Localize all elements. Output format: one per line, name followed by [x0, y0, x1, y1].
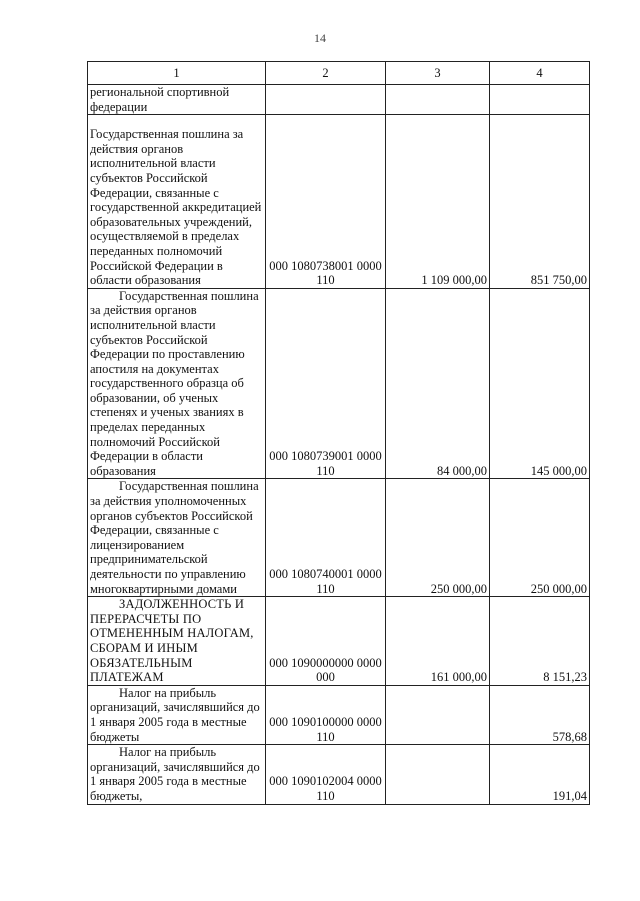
column-header: 2	[266, 62, 386, 85]
row-code-cell: 000 1080740001 0000 110	[266, 479, 386, 597]
row-code-cell: 000 1090102004 0000 110	[266, 745, 386, 804]
row-fact-cell: 250 000,00	[490, 479, 590, 597]
row-plan-cell: 1 109 000,00	[386, 115, 490, 289]
column-header: 4	[490, 62, 590, 85]
row-code-cell: 000 1090100000 0000 110	[266, 685, 386, 744]
row-plan-cell	[386, 85, 490, 115]
table-row	[88, 85, 590, 115]
table-row	[88, 745, 590, 804]
row-fact-cell	[490, 85, 590, 115]
row-plan-cell: 161 000,00	[386, 597, 490, 686]
row-fact-cell: 578,68	[490, 685, 590, 744]
row-name-cell: Налог на прибыль организаций, зачислявшийся до 1 января 2005 года в местные бюджеты,	[88, 745, 266, 804]
table-row	[88, 115, 590, 289]
row-code-cell: 000 1080738001 0000 110	[266, 115, 386, 289]
row-plan-cell	[386, 745, 490, 804]
row-fact-cell: 851 750,00	[490, 115, 590, 289]
column-header: 3	[386, 62, 490, 85]
row-fact-cell: 145 000,00	[490, 288, 590, 479]
row-name-cell: ЗАДОЛЖЕННОСТЬ И ПЕРЕРАСЧЕТЫ ПО ОТМЕНЕННЫМ НАЛОГАМ, СБОРАМ И ИНЫМ ОБЯЗАТЕЛЬНЫМ ПЛАТЕЖАМ	[88, 597, 266, 686]
row-name-cell: Государственная пошлина за действия органов исполнительной власти субъектов Российской Федерации, связанные с государственной аккредитацией образовательных учреждений, осуществляемой в пределах переданных полномочий Российской Федерации в области образования	[88, 115, 266, 289]
budget-revenue-table	[87, 61, 590, 805]
row-code-cell	[266, 85, 386, 115]
row-name-cell: Государственная пошлина за действия органов исполнительной власти субъектов Российской Федерации по проставлению апостиля на документах государственного образца об образовании, об ученых степенях и ученых званиях в пределах переданных полномочий Российской Федерации в области образования	[88, 288, 266, 479]
table-row	[88, 479, 590, 597]
row-name-cell: Государственная пошлина за действия уполномоченных органов субъектов Российской Федерации, связанные с лицензированием предпринимательской деятельности по управлению многоквартирными домами	[88, 479, 266, 597]
row-fact-cell: 8 151,23	[490, 597, 590, 686]
row-plan-cell: 250 000,00	[386, 479, 490, 597]
column-header: 1	[88, 62, 266, 85]
table-header-row	[88, 62, 590, 85]
row-fact-cell: 191,04	[490, 745, 590, 804]
table-row	[88, 597, 590, 686]
row-name-cell: Налог на прибыль организаций, зачислявшийся до 1 января 2005 года в местные бюджеты	[88, 685, 266, 744]
table-row	[88, 288, 590, 479]
row-code-cell: 000 1090000000 0000 000	[266, 597, 386, 686]
row-name-cell: региональной спортивной федерации	[88, 85, 266, 115]
row-code-cell: 000 1080739001 0000 110	[266, 288, 386, 479]
row-plan-cell	[386, 685, 490, 744]
page-number: 14	[314, 31, 326, 45]
table-row	[88, 685, 590, 744]
row-plan-cell: 84 000,00	[386, 288, 490, 479]
